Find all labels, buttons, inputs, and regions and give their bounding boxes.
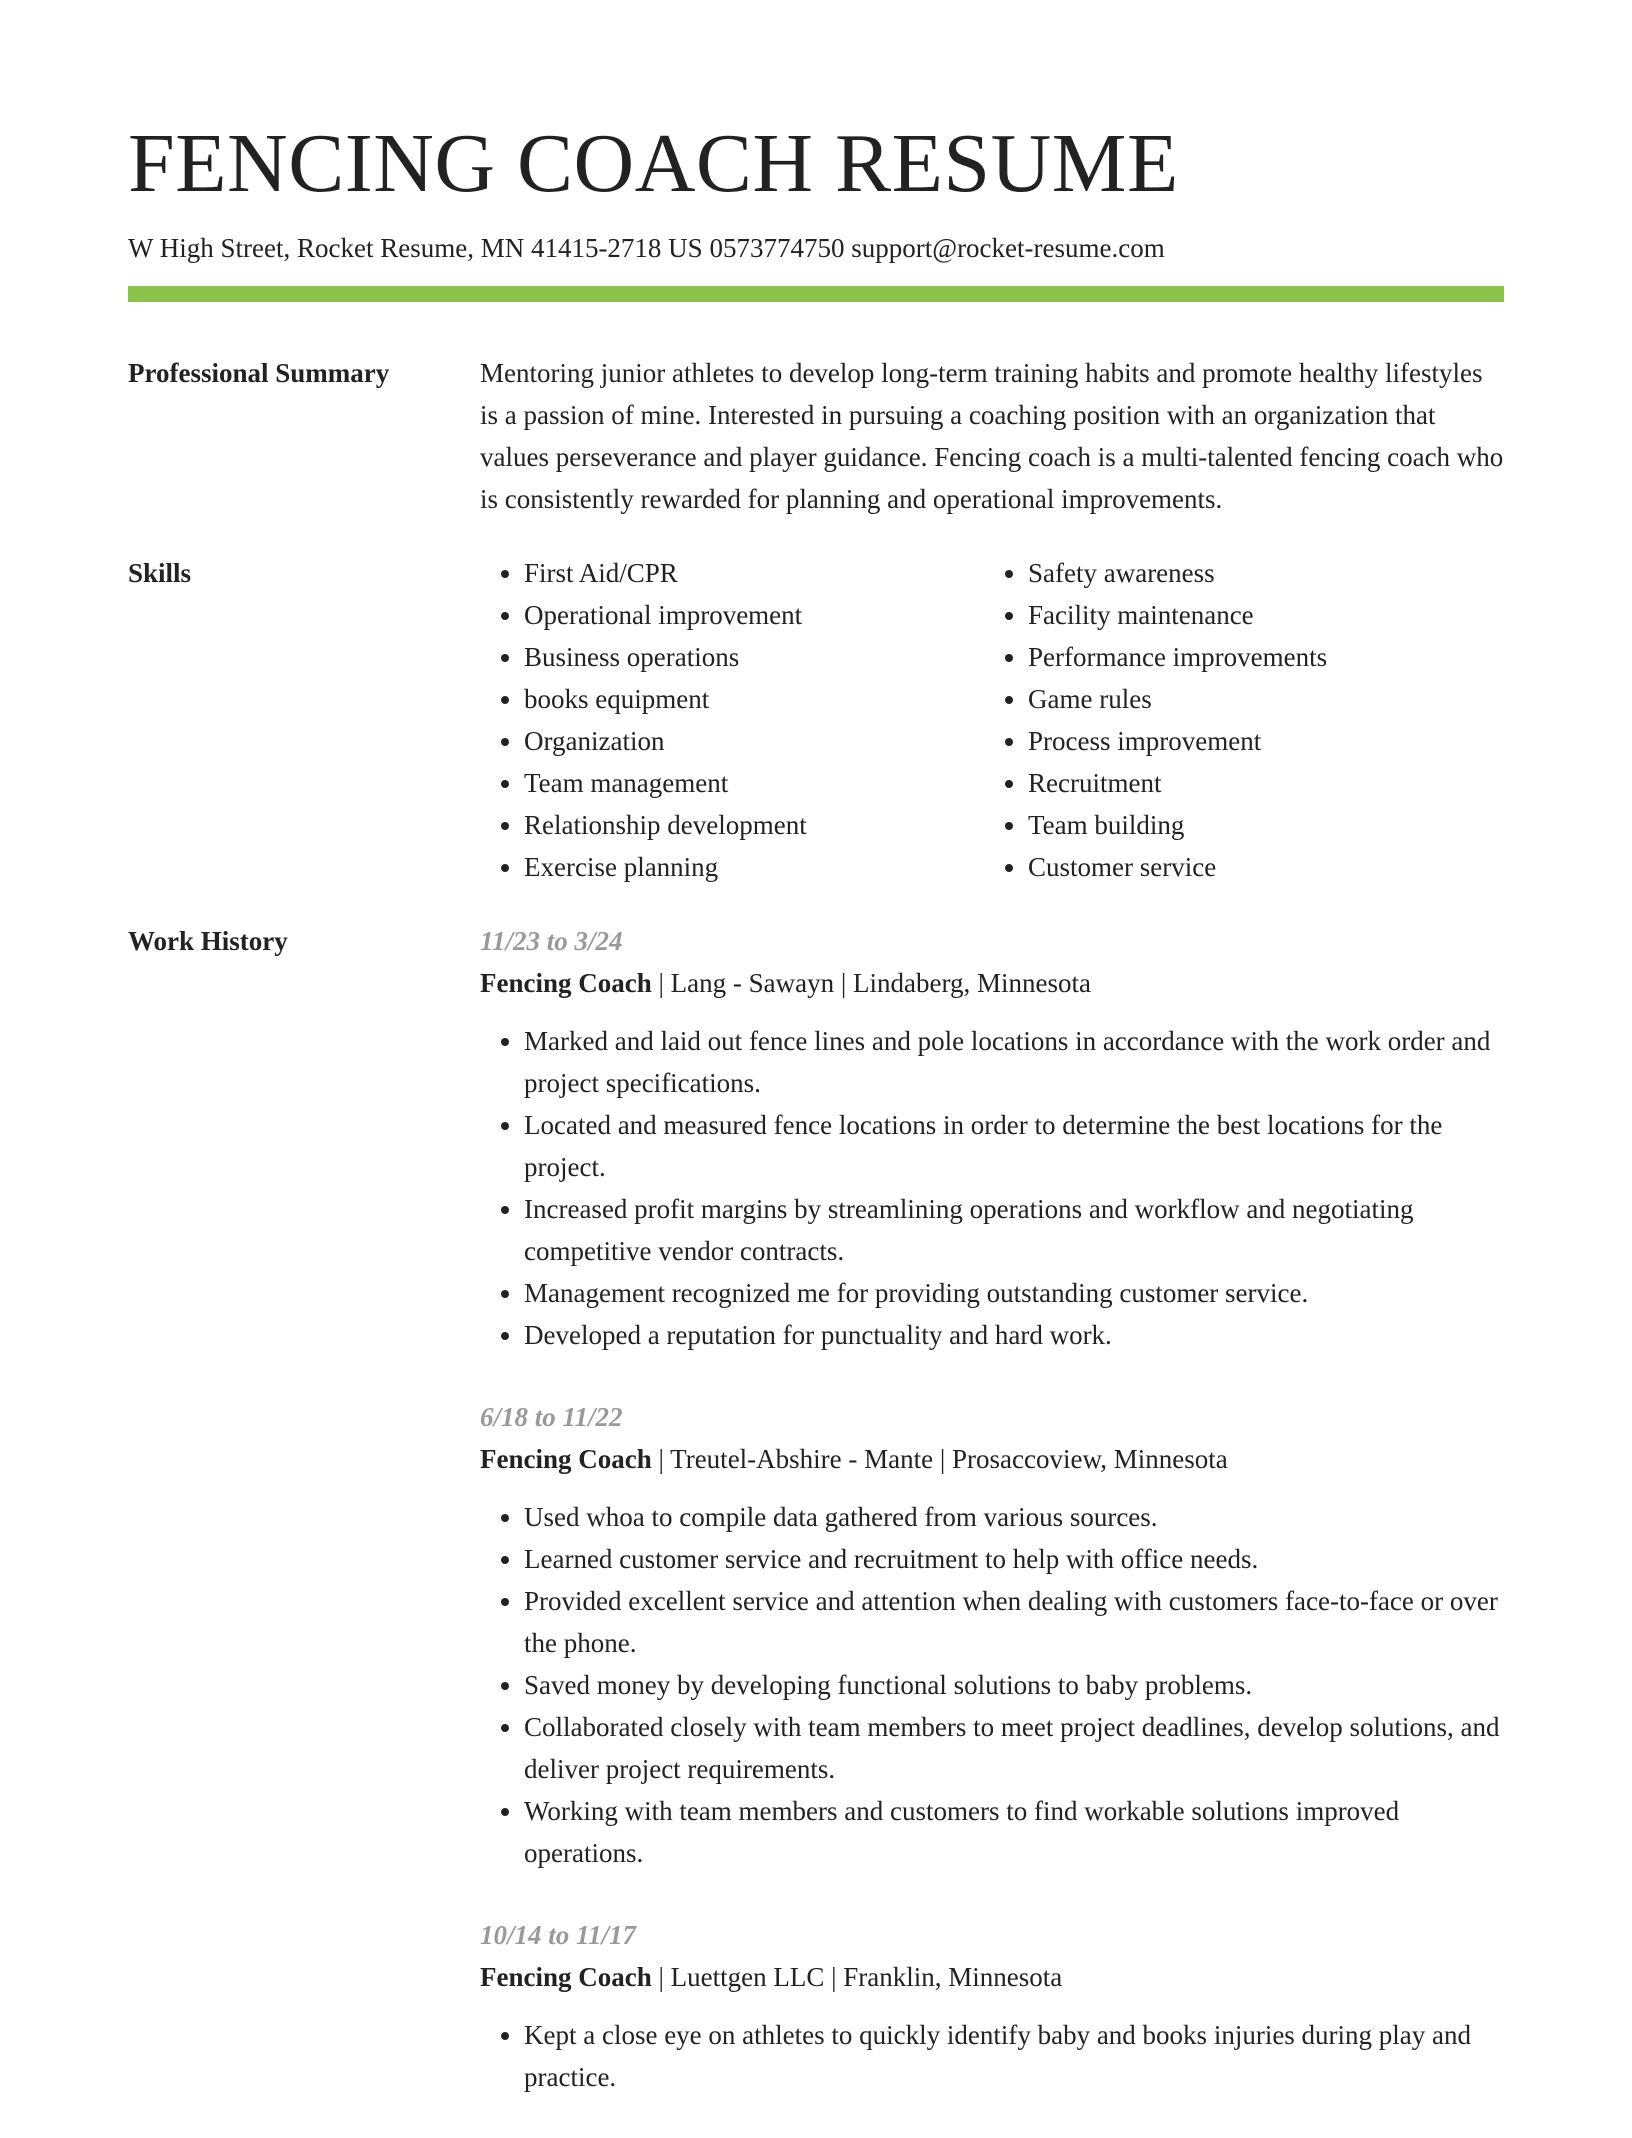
contact-phone: 0573774750 <box>709 233 845 263</box>
skill-item: • Exercise planning <box>524 846 984 888</box>
contact-line <box>128 232 1165 264</box>
job-entry <box>480 1914 1504 2098</box>
job-bullet: • Located and measured fence locations in order to determine the best locations for the project. <box>524 1104 1504 1188</box>
job-bullet: • Collaborated closely with team members to meet project deadlines, develop solutions, and deliver project requirements. <box>524 1706 1504 1790</box>
skill-item: • Performance improvements <box>1028 636 1488 678</box>
contact-address: W High Street, Rocket Resume, MN 41415-2718 US <box>128 233 703 263</box>
skill-item: • Team management <box>524 762 984 804</box>
job-header <box>480 962 1504 1004</box>
job-details: | Luettgen LLC | Franklin, Minnesota <box>651 1962 1063 1992</box>
job-bullet-list <box>480 2014 1504 2098</box>
job-title: Fencing Coach <box>480 968 652 998</box>
skills-list-right <box>984 552 1488 888</box>
section-label-skills: Skills <box>128 558 192 588</box>
job-entry <box>480 920 1504 1356</box>
job-dates: 6/18 to 11/22 <box>480 1402 623 1432</box>
skill-item: • Game rules <box>1028 678 1488 720</box>
job-bullet: • Working with team members and customers to find workable solutions improved operations. <box>524 1790 1504 1874</box>
job-bullet-list <box>480 1020 1504 1356</box>
skill-item: • Recruitment <box>1028 762 1488 804</box>
skill-item: • books equipment <box>524 678 984 720</box>
skill-item: • First Aid/CPR <box>524 552 984 594</box>
skill-item: • Team building <box>1028 804 1488 846</box>
job-title: Fencing Coach <box>480 1962 652 1992</box>
job-list <box>480 920 1504 2138</box>
job-title: Fencing Coach <box>480 1444 652 1474</box>
job-bullet: • Saved money by developing functional solutions to baby problems. <box>524 1664 1504 1706</box>
job-bullet: • Marked and laid out fence lines and pole locations in accordance with the work order and project specifications. <box>524 1020 1504 1104</box>
job-bullet: • Kept a close eye on athletes to quickly identify baby and books injuries during play and practice. <box>524 2014 1504 2098</box>
resume-sections <box>128 352 1504 2138</box>
job-bullet: • Management recognized me for providing outstanding customer service. <box>524 1272 1504 1314</box>
job-bullet: • Increased profit margins by streamlining operations and workflow and negotiating competitive vendor contracts. <box>524 1188 1504 1272</box>
skill-item: • Business operations <box>524 636 984 678</box>
job-header <box>480 1956 1504 1998</box>
job-header <box>480 1438 1504 1480</box>
job-dates: 11/23 to 3/24 <box>480 926 623 956</box>
job-bullet: • Provided excellent service and attention when dealing with customers face-to-face or over the phone. <box>524 1580 1504 1664</box>
job-bullet: • Developed a reputation for punctuality and hard work. <box>524 1314 1504 1356</box>
skill-item: • Customer service <box>1028 846 1488 888</box>
resume-title: FENCING COACH RESUME <box>128 117 1179 210</box>
skill-item: • Process improvement <box>1028 720 1488 762</box>
job-details: | Treutel-Abshire - Mante | Prosaccoview, Minnesota <box>651 1444 1228 1474</box>
summary-text: Mentoring junior athletes to develop long-term training habits and promote healthy lifestyles is a passion of mine. Interested in pursuing a coaching position with an organization that values perseverance and player guidance. Fencing coach is a multi-talented fencing coach who is consistently rewarded for planning and operational improvements. <box>480 358 1504 514</box>
skill-item: • Operational improvement <box>524 594 984 636</box>
skill-item: • Organization <box>524 720 984 762</box>
contact-email: support@rocket-resume.com <box>851 233 1165 263</box>
work-history-section <box>128 920 1504 2138</box>
section-label-summary: Professional Summary <box>128 358 390 388</box>
job-details: | Lang - Sawayn | Lindaberg, Minnesota <box>651 968 1091 998</box>
job-entry <box>480 1396 1504 1874</box>
accent-divider <box>128 286 1504 302</box>
skill-item: • Safety awareness <box>1028 552 1488 594</box>
skill-item: • Relationship development <box>524 804 984 846</box>
skills-list-left <box>480 552 984 888</box>
section-label-work: Work History <box>128 926 288 956</box>
job-dates: 10/14 to 11/17 <box>480 1920 637 1950</box>
skills-section <box>128 552 1504 888</box>
job-bullet: • Learned customer service and recruitment to help with office needs. <box>524 1538 1504 1580</box>
job-bullet-list <box>480 1496 1504 1874</box>
skill-item: • Facility maintenance <box>1028 594 1488 636</box>
summary-section <box>128 352 1504 520</box>
job-bullet: • Used whoa to compile data gathered from various sources. <box>524 1496 1504 1538</box>
